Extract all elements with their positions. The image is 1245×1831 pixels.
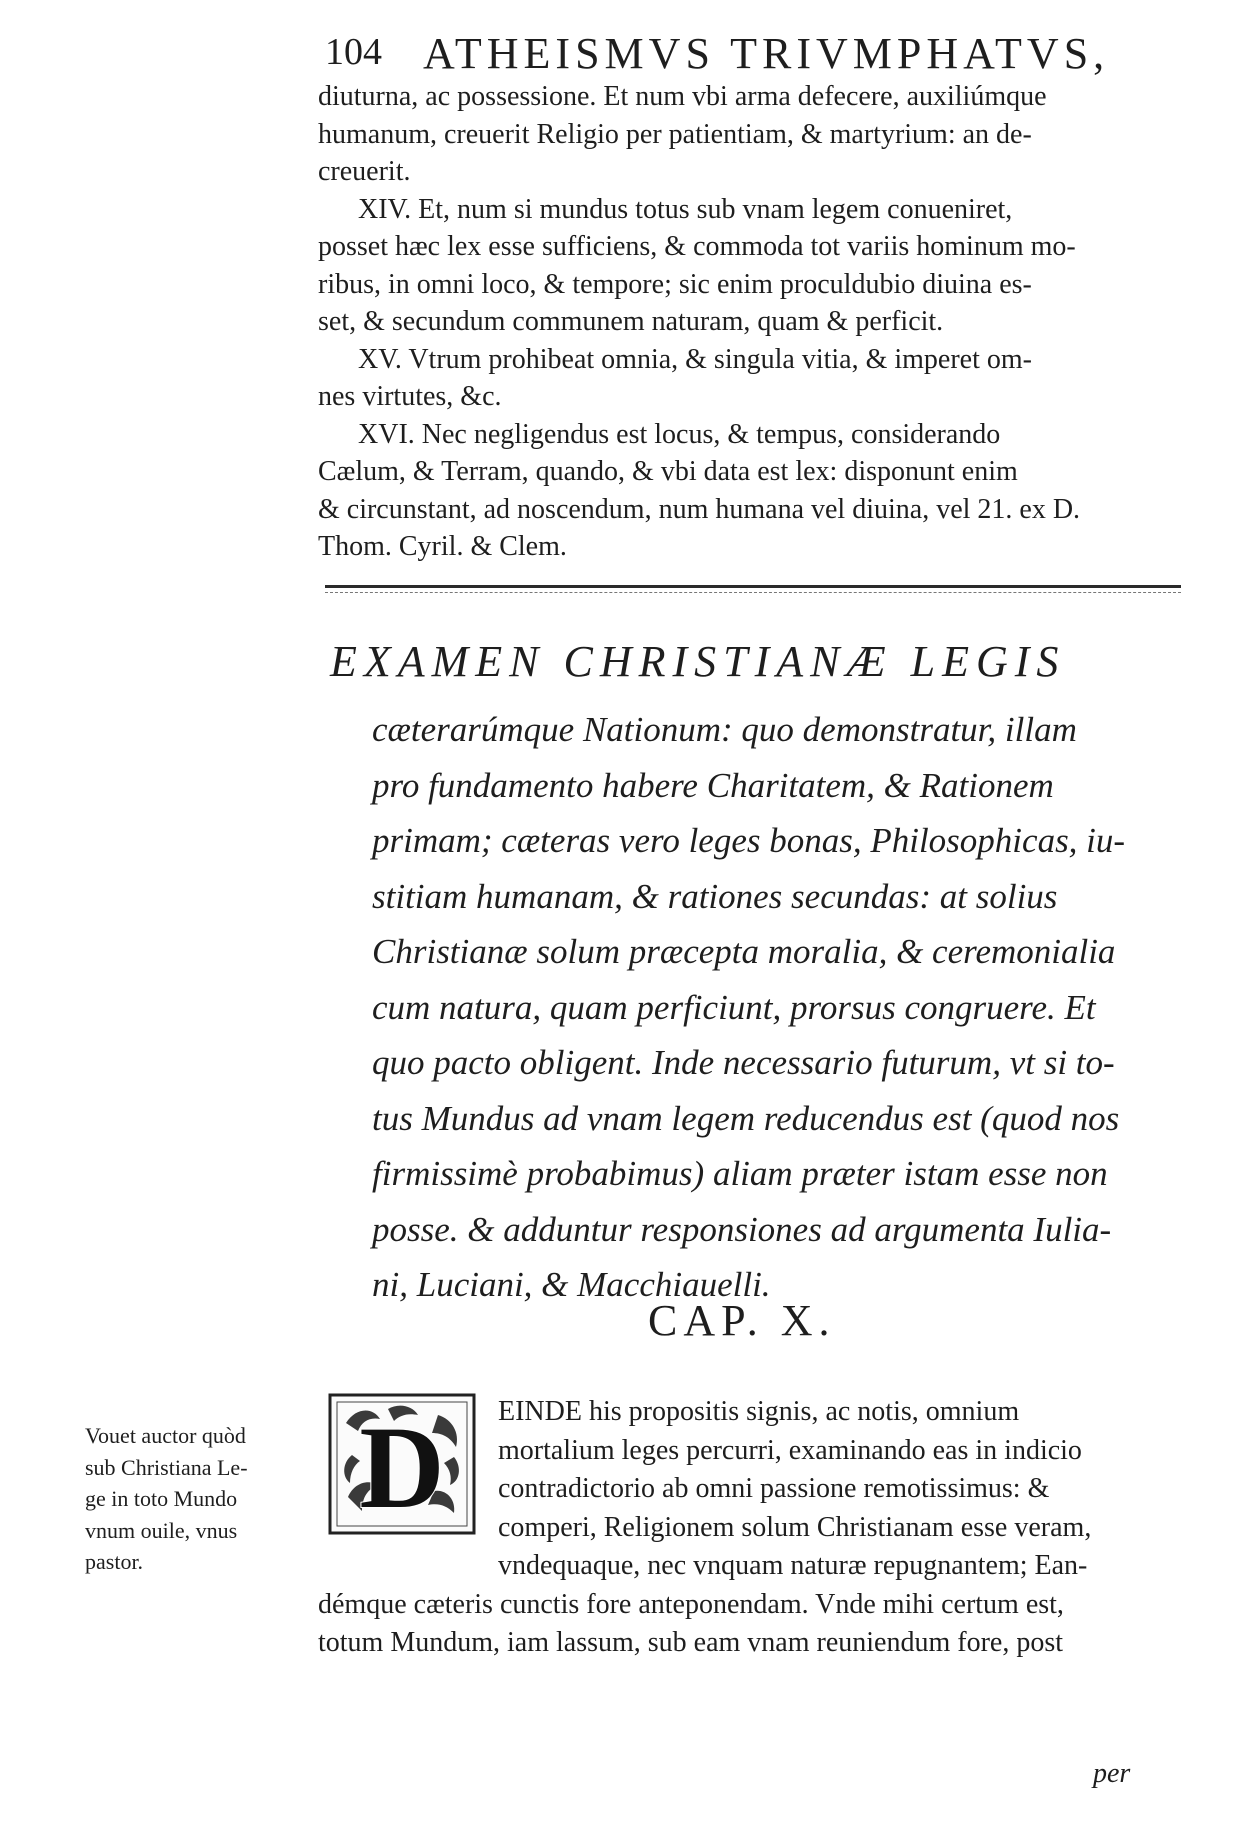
chapter-text — [318, 1393, 1188, 1663]
text-line: XIV. Et, num si mundus totus sub vnam legem conueniret, — [358, 193, 1013, 225]
text-line: Cælum, & Terram, quando, & vbi data est lex: disponunt enim — [318, 456, 1018, 487]
marginal-note — [85, 1420, 310, 1578]
text-line: mortalium leges percurri, examinando eas in indicio — [498, 1434, 1082, 1466]
text-line: nes virtutes, &c. — [318, 381, 502, 412]
summary-line: firmissimè probabimus) aliam præter istam esse non — [372, 1154, 1108, 1193]
drop-cap-letter: D — [359, 1402, 445, 1533]
summary-line: cæterarúmque Nationum: quo demonstratur, illam — [372, 710, 1077, 749]
text-line: posset hæc lex esse sufficiens, & commoda tot variis hominum mo- — [318, 231, 1076, 262]
catchword: per — [1093, 1758, 1131, 1789]
margin-line: ge in toto Mundo — [85, 1486, 238, 1511]
summary-line: posse. & adduntur responsiones ad argumenta Iulia- — [372, 1209, 1112, 1249]
section-title: EXAMEN CHRISTIANÆ LEGIS — [330, 637, 1066, 686]
summary-line: cum natura, quam perficiunt, prorsus congruere. Et — [372, 987, 1096, 1027]
text-line: comperi, Religionem solum Christianam esse veram, — [498, 1511, 1092, 1543]
text-line: totum Mundum, iam lassum, sub eam vnam reuniendum fore, post — [318, 1627, 1064, 1658]
top-text-block — [318, 78, 1183, 566]
summary-line: stitiam humanam, & rationes secundas: at solius — [372, 876, 1058, 916]
summary-line: pro fundamento habere Charitatem, & Rationem — [372, 765, 1054, 805]
text-line: contradictorio ab omni passione remotissimus: & — [498, 1473, 1050, 1504]
text-line: humanum, creuerit Religio per patientiam, & martyrium: an de- — [318, 118, 1032, 150]
text-line: creuerit. — [318, 156, 411, 187]
chapter-heading: CAP. X. — [648, 1296, 836, 1345]
text-line: diuturna, ac possessione. Et num vbi arma defecere, auxiliúmque — [318, 81, 1047, 112]
chapter-summary — [372, 702, 1187, 1313]
text-line: XV. Vtrum prohibeat omnia, & singula vitia, & imperet om- — [358, 343, 1032, 375]
page-header — [325, 28, 1185, 84]
summary-line: tus Mundus ad vnam legem reducendus est (quod nos — [372, 1098, 1120, 1138]
margin-line: sub Christiana Le- — [85, 1454, 248, 1480]
text-line: démque cæteris cunctis fore anteponendam. Vnde mihi certum est, — [318, 1588, 1064, 1620]
text-line: XVI. Nec negligendus est locus, & tempus, considerando — [358, 418, 1001, 450]
text-line: EINDE his propositis signis, ac notis, omnium — [498, 1396, 1020, 1427]
page-number: 104 — [325, 31, 382, 73]
text-line: set, & secundum communem naturam, quam & perficit. — [318, 306, 944, 337]
text-line: ribus, in omni loco, & tempore; sic enim proculdubio diuina es- — [318, 268, 1032, 300]
summary-line: Christianæ solum præcepta moralia, & ceremonialia — [372, 932, 1116, 971]
running-title: ATHEISMVS TRIVMPHATVS, — [423, 29, 1110, 78]
text-line: vndequaque, nec vnquam naturæ repugnantem; Ean- — [498, 1550, 1088, 1581]
section-divider-fine — [325, 592, 1181, 593]
margin-line: pastor. — [85, 1549, 144, 1574]
text-line: & circunstant, ad noscendum, num humana vel diuina, vel 21. ex D. — [318, 493, 1081, 525]
margin-line: Vouet auctor quòd — [85, 1423, 246, 1448]
summary-line: ni, Luciani, & Macchiauelli. — [372, 1265, 771, 1304]
margin-line: vnum ouile, vnus — [85, 1517, 238, 1543]
text-line: Thom. Cyril. & Clem. — [318, 531, 567, 562]
summary-line: primam; cæteras vero leges bonas, Philosophicas, iu- — [372, 821, 1126, 860]
section-divider — [325, 585, 1181, 588]
summary-line: quo pacto obligent. Inde necessario futurum, vt si to- — [372, 1043, 1115, 1082]
